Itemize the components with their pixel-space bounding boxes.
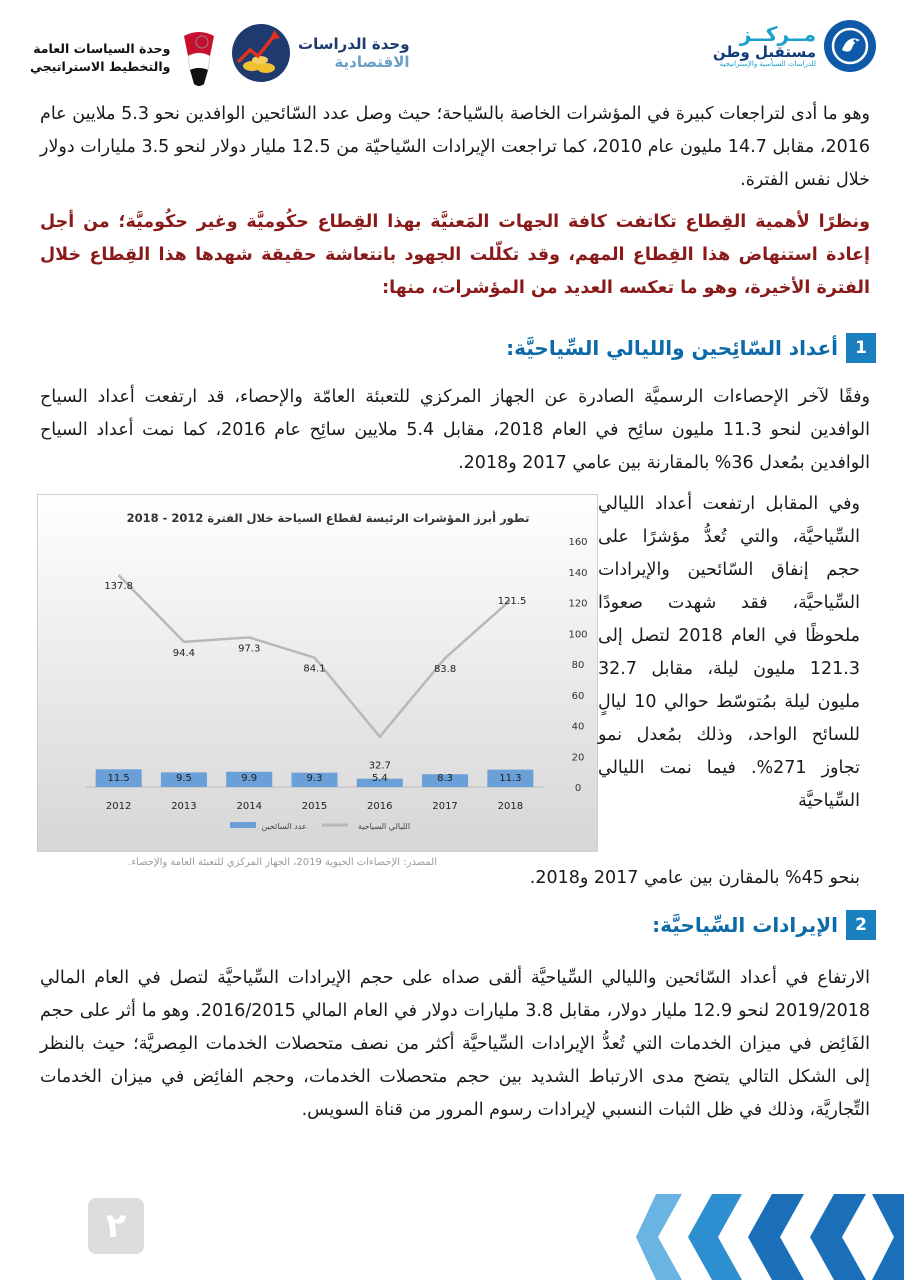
y-tick-label: 140 bbox=[568, 567, 588, 579]
paragraph-tourism-decline: وهو ما أدى لتراجعات كبيرة في المؤشرات الخاصة بالسّياحة؛ حيث وصل عدد السّائحين الوافدين نحو 5.3 ملايين عام 2016، مقابل 14.7 مليون عام 2010، كما تراجعت الإيرادات السّياحيّة من 12.5 مليار دولار لنحو 3.5 مليارات دولار خلال نفس الفترة. bbox=[40, 104, 871, 190]
x-tick-label: 2017 bbox=[432, 801, 458, 812]
y-tick-label: 20 bbox=[571, 752, 585, 764]
tourism-indicators-chart bbox=[37, 494, 598, 852]
center-logo-line1: مــركــز bbox=[739, 21, 816, 46]
policy-unit-line1: وحدة السياسات العامة bbox=[33, 40, 171, 56]
future-nation-center-logo bbox=[713, 20, 876, 72]
y-tick-label: 120 bbox=[568, 598, 588, 610]
x-tick-label: 2012 bbox=[105, 801, 132, 812]
x-tick-label: 2018 bbox=[497, 801, 524, 812]
section-title: أعداد السّائِحين والليالي السِّياحيَّة: bbox=[506, 336, 838, 360]
legend-swatch-bar bbox=[230, 822, 256, 828]
center-logo-line3: للدراسات السياسية والإستراتيجية bbox=[719, 59, 816, 68]
paragraph-tourist-nights: وفي المقابل ارتفعت أعداد الليالي السِّياحيَّة، والتي تُعدُّ مؤشرًا على حجم إنفاق السّائحين والإيرادات السِّياحيَّة، فقد شهدت صعودًا ملحوظًا في العام 2018 لتصل إلى 121.3 مليون ليلة، مقابل 32.7 مليون ليلة بمُتوسّط حوالي 10 ليالٍ للسائح الواحد، وذلك بمُعدل نمو تجاوز 271%. فيما نمت الليالي السِّياحيَّة bbox=[598, 494, 860, 811]
page-number: ٢ bbox=[88, 1198, 144, 1254]
section-number: 2 bbox=[846, 910, 876, 940]
line-data-label: 32.7 bbox=[368, 760, 391, 772]
center-logo-line2: مستقبل وطن bbox=[712, 42, 816, 61]
section-title: الإيرادات السِّياحيَّة: bbox=[652, 913, 838, 937]
x-tick-label: 2014 bbox=[236, 801, 262, 812]
bar-data-label: 11.3 bbox=[499, 773, 522, 784]
line-data-label: 97.3 bbox=[238, 643, 261, 655]
paragraph-nights-growth: بنحو 45% بالمقارن بين عامي 2017 و2018. bbox=[529, 868, 860, 888]
growth-chart-coins-icon bbox=[230, 22, 292, 84]
paragraph-tourism-revenues: الارتفاع في أعداد السّائحين والليالي السِّياحيَّة ألقى صداه على حجم الإيرادات السِّياحيَّة لتصل في العام المالي 2019/2018 لنحو 12.9 مليار دولار، مقابل 3.8 مليارات دولار في العام المالي 2016/2015. وهو ما أثر على حجم الفَائِض في ميزان الخدمات التي تُعدُّ الإيرادات السِّياحيَّة أكثر من نصف متحصلات الخدمات المِصريَّة؛ حيث بالنظر إلى الشكل التالي يتضح مدى الارتباط الشديد بين حجم متحصلات الخدمات، وحجم الفائِض في ميزان الخدمات التِّجاريَّة، وذلك في ظل الثبات النسبي لإيرادات رسوم المرور من قناة السويس. bbox=[40, 968, 870, 1120]
y-tick-label: 60 bbox=[571, 690, 585, 702]
x-tick-label: 2015 bbox=[301, 801, 328, 812]
bar-data-label: 9.9 bbox=[241, 773, 258, 784]
y-tick-label: 160 bbox=[568, 537, 588, 548]
y-tick-label: 80 bbox=[571, 660, 585, 671]
line-data-label: 83.8 bbox=[433, 664, 457, 676]
legend-label-tourists: عدد السائحين bbox=[261, 822, 307, 831]
public-policy-unit-logo bbox=[30, 26, 224, 90]
econ-unit-line1: وحدة الدراسات bbox=[298, 35, 410, 53]
legend-label-nights: الليالي السياحية bbox=[357, 822, 411, 831]
chart-svg bbox=[38, 495, 597, 851]
econ-unit-line2: الاقتصادية bbox=[334, 53, 410, 71]
x-tick-label: 2013 bbox=[171, 801, 197, 812]
line-data-label: 84.1 bbox=[303, 663, 326, 675]
bar-data-label: 8.3 bbox=[437, 773, 454, 784]
chart-source-note: المصدر: الإحصاءات الحيوية 2019، الجهاز المركزي للتعبئة العامة والإحصاء. bbox=[128, 857, 437, 868]
policy-unit-line2: والتخطيط الاستراتيجي bbox=[30, 59, 171, 74]
chart-title: تطور أبرز المؤشرات الرئيسة لقطاع السياحة خلال الفترة 2012 - 2018 bbox=[126, 511, 530, 525]
paragraph-tourist-arrivals: وفقًا لآخر الإحصاءات الرسميَّة الصادرة عن الجهاز المركزي للتعبئة العامّة والإحصاء، قد ارتفعت أعداد السياح الوافدين لنحو 11.3 مليون سائِح في العام 2018، مقابل 5.4 ملايين سائِح عام 2016، كما نمت أعداد السياح الوافدين بمُعدل 36% بالمقارنة بين عامي 2017 و2018. bbox=[40, 387, 870, 473]
y-tick-label: 100 bbox=[568, 629, 588, 641]
line-data-label: 121.5 bbox=[497, 596, 527, 608]
bar-data-label: 11.5 bbox=[107, 773, 130, 784]
x-tick-label: 2016 bbox=[367, 801, 393, 812]
falcon-emblem-icon bbox=[824, 20, 876, 72]
bar-data-label: 9.3 bbox=[306, 773, 323, 784]
line-data-label: 137.8 bbox=[104, 581, 133, 593]
economic-unit-logo bbox=[230, 22, 410, 84]
y-tick-label: 40 bbox=[571, 721, 585, 733]
paragraph-sector-recovery: ونظرًا لأهمية القِطاع تكاتفت كافة الجهات المَعنيَّة بهذا القِطاع حكُوميَّة وغير حكُوميَّة؛ من أجل إعادة استنهاض هذا القِطاع المهم، وقد تكلّلت الجهود بانتعاشة حقيقة شهدها هذا القِطاع خلال الفترة الأخيرة، وهو ما تعكسه العديد من المؤشرات، منها: bbox=[40, 212, 870, 298]
bar-data-label: 5.4 bbox=[371, 773, 388, 784]
page-header bbox=[0, 0, 904, 100]
section-number: 1 bbox=[846, 333, 876, 363]
y-tick-label: 0 bbox=[574, 783, 582, 794]
line-data-label: 94.4 bbox=[172, 647, 196, 659]
eagle-emblem-icon bbox=[174, 26, 224, 90]
section-heading-tourists-nights bbox=[506, 333, 876, 363]
section-heading-revenues bbox=[652, 910, 876, 940]
footer-chevrons-decoration bbox=[636, 1194, 904, 1280]
bar-data-label: 9.5 bbox=[175, 773, 192, 784]
